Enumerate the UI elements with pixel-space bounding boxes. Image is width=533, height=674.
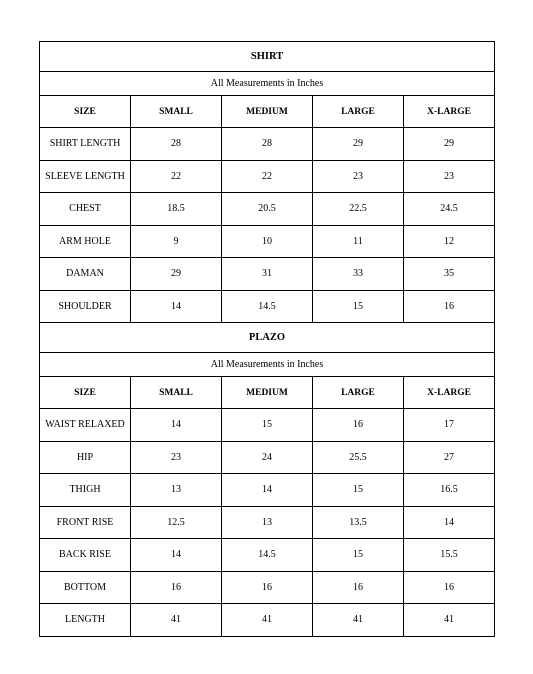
measurement-value: 22 — [131, 160, 222, 193]
table-row — [40, 474, 495, 507]
measurement-value: 23 — [404, 160, 495, 193]
table-row — [40, 441, 495, 474]
table-row — [40, 225, 495, 258]
column-header: X-LARGE — [404, 96, 495, 128]
plazo-measurement-note: All Measurements in Inches — [40, 353, 495, 377]
table-row — [40, 604, 495, 637]
measurement-value: 29 — [313, 128, 404, 161]
measurement-value: 28 — [131, 128, 222, 161]
measurement-label: ARM HOLE — [40, 225, 131, 258]
measurement-value: 15 — [222, 409, 313, 442]
measurement-value: 29 — [404, 128, 495, 161]
measurement-value: 14 — [222, 474, 313, 507]
measurement-label: LENGTH — [40, 604, 131, 637]
measurement-value: 14.5 — [222, 290, 313, 323]
measurement-value: 33 — [313, 258, 404, 291]
measurement-value: 13.5 — [313, 506, 404, 539]
column-header: X-LARGE — [404, 377, 495, 409]
measurement-value: 25.5 — [313, 441, 404, 474]
measurement-value: 20.5 — [222, 193, 313, 226]
column-header: MEDIUM — [222, 377, 313, 409]
table-row — [40, 539, 495, 572]
measurement-value: 16.5 — [404, 474, 495, 507]
measurement-label: DAMAN — [40, 258, 131, 291]
size-chart-body — [40, 42, 495, 637]
measurement-value: 18.5 — [131, 193, 222, 226]
measurement-value: 24 — [222, 441, 313, 474]
size-chart-table — [39, 41, 495, 637]
measurement-label: BACK RISE — [40, 539, 131, 572]
shirt-header-row — [40, 96, 495, 128]
measurement-value: 12.5 — [131, 506, 222, 539]
measurement-value: 35 — [404, 258, 495, 291]
measurement-label: HIP — [40, 441, 131, 474]
table-row — [40, 506, 495, 539]
measurement-label: SHOULDER — [40, 290, 131, 323]
measurement-value: 13 — [222, 506, 313, 539]
measurement-value: 11 — [313, 225, 404, 258]
measurement-value: 16 — [313, 409, 404, 442]
measurement-label: BOTTOM — [40, 571, 131, 604]
column-header: SIZE — [40, 377, 131, 409]
measurement-value: 14 — [131, 290, 222, 323]
measurement-value: 41 — [313, 604, 404, 637]
measurement-label: FRONT RISE — [40, 506, 131, 539]
measurement-value: 28 — [222, 128, 313, 161]
measurement-value: 14 — [404, 506, 495, 539]
column-header: SMALL — [131, 96, 222, 128]
measurement-value: 16 — [404, 571, 495, 604]
measurement-value: 41 — [404, 604, 495, 637]
measurement-value: 14 — [131, 409, 222, 442]
measurement-value: 15 — [313, 290, 404, 323]
column-header: SIZE — [40, 96, 131, 128]
measurement-value: 9 — [131, 225, 222, 258]
column-header: MEDIUM — [222, 96, 313, 128]
measurement-label: SHIRT LENGTH — [40, 128, 131, 161]
table-row — [40, 258, 495, 291]
measurement-label: THIGH — [40, 474, 131, 507]
measurement-value: 14.5 — [222, 539, 313, 572]
measurement-value: 12 — [404, 225, 495, 258]
measurement-value: 15 — [313, 474, 404, 507]
measurement-value: 14 — [131, 539, 222, 572]
measurement-value: 27 — [404, 441, 495, 474]
measurement-value: 29 — [131, 258, 222, 291]
measurement-value: 10 — [222, 225, 313, 258]
measurement-value: 23 — [131, 441, 222, 474]
measurement-value: 16 — [131, 571, 222, 604]
table-row — [40, 160, 495, 193]
plazo-section-title: PLAZO — [40, 323, 495, 353]
plazo-header-row — [40, 377, 495, 409]
measurement-value: 23 — [313, 160, 404, 193]
table-row — [40, 193, 495, 226]
table-row — [40, 128, 495, 161]
table-row — [40, 571, 495, 604]
measurement-label: SLEEVE LENGTH — [40, 160, 131, 193]
plazo-note-row — [40, 353, 495, 377]
measurement-value: 22.5 — [313, 193, 404, 226]
measurement-label: CHEST — [40, 193, 131, 226]
measurement-value: 16 — [404, 290, 495, 323]
measurement-value: 15 — [313, 539, 404, 572]
table-row — [40, 290, 495, 323]
measurement-value: 17 — [404, 409, 495, 442]
measurement-value: 24.5 — [404, 193, 495, 226]
shirt-title-row — [40, 42, 495, 72]
column-header: LARGE — [313, 96, 404, 128]
shirt-note-row — [40, 72, 495, 96]
shirt-section-title: SHIRT — [40, 42, 495, 72]
measurement-value: 16 — [313, 571, 404, 604]
measurement-value: 22 — [222, 160, 313, 193]
column-header: LARGE — [313, 377, 404, 409]
measurement-value: 15.5 — [404, 539, 495, 572]
column-header: SMALL — [131, 377, 222, 409]
table-row — [40, 409, 495, 442]
measurement-value: 31 — [222, 258, 313, 291]
measurement-value: 41 — [131, 604, 222, 637]
measurement-value: 13 — [131, 474, 222, 507]
shirt-measurement-note: All Measurements in Inches — [40, 72, 495, 96]
measurement-value: 41 — [222, 604, 313, 637]
plazo-title-row — [40, 323, 495, 353]
measurement-label: WAIST RELAXED — [40, 409, 131, 442]
measurement-value: 16 — [222, 571, 313, 604]
